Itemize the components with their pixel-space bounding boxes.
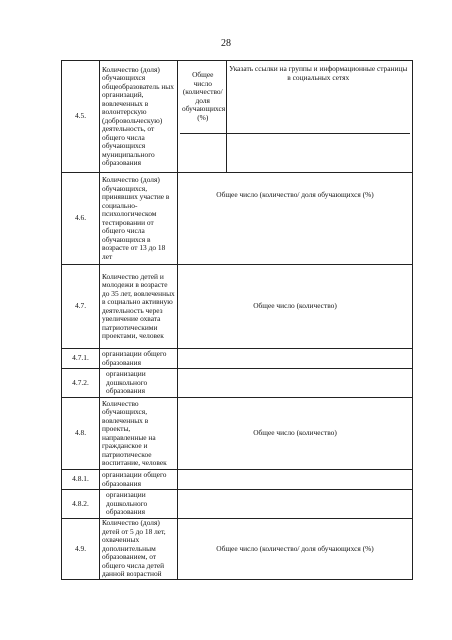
row-number: 4.8.2. <box>62 490 100 519</box>
row-value <box>178 349 413 369</box>
row-description: Количество (доля) обучающихся общеобразователь ных организаций, вовлеченных в волонтерскую (добровольческую) деятельность, от общего числа обучающихся муниципального образования <box>100 61 178 173</box>
inner-table-4-5 <box>180 61 410 172</box>
row-description: Количество (доля) детей от 5 до 18 лет, охваченных дополнительным образованием, от общего числа детей данной возрастной <box>100 519 178 580</box>
row-description: Количество (доля) обучающихся, принявших участие в социально-психологическом тестировании от общего числа обучающихся в возрасте от 13 до 18 лет <box>100 173 178 265</box>
row-value-cell <box>178 61 413 173</box>
row-number: 4.7.2. <box>62 369 100 398</box>
table-row-4-9 <box>62 519 413 580</box>
row-value: Общее число (количество/ доля обучающихся (%) <box>178 519 413 580</box>
row-description: организации общего образования <box>100 470 178 490</box>
table-row-4-7-2 <box>62 369 413 398</box>
table-row-4-8-2 <box>62 490 413 519</box>
page-number: 28 <box>221 38 231 49</box>
total-count-header: Общее число (количество/ доля обучающихся (%) <box>180 61 226 133</box>
row-value <box>178 470 413 490</box>
row-number: 4.8.1. <box>62 470 100 490</box>
row-description: организации общего образования <box>100 349 178 369</box>
row-value: Общее число (количество) <box>178 398 413 470</box>
social-links-header: Указать ссылки на группы и информационные страницы в социальных сетях <box>226 61 410 133</box>
row-number: 4.5. <box>62 61 100 173</box>
row-description: организации дошкольного образования <box>100 490 178 519</box>
row-number: 4.7. <box>62 265 100 349</box>
empty-cell <box>180 133 226 172</box>
row-value <box>178 490 413 519</box>
table-row-4-8-1 <box>62 470 413 490</box>
row-value: Общее число (количество/ доля обучающихся (%) <box>178 173 413 265</box>
table-row-4-7 <box>62 265 413 349</box>
row-value: Общее число (количество) <box>178 265 413 349</box>
row-number: 4.8. <box>62 398 100 470</box>
table-row-4-8 <box>62 398 413 470</box>
row-number: 4.7.1. <box>62 349 100 369</box>
row-value <box>178 369 413 398</box>
row-description: Количество обучающихся, вовлеченных в проекты, направленные на гражданское и патриотическое воспитание, человек <box>100 398 178 470</box>
row-number: 4.6. <box>62 173 100 265</box>
row-description: организации дошкольного образования <box>100 369 178 398</box>
empty-cell <box>226 133 410 172</box>
table-row-4-6 <box>62 173 413 265</box>
table-row-4-5 <box>62 61 413 173</box>
indicators-table <box>61 60 413 580</box>
row-number: 4.9. <box>62 519 100 580</box>
table-row-4-7-1 <box>62 349 413 369</box>
row-description: Количество детей и молодежи в возрасте до 35 лет, вовлеченных в социально активную деятельность через увеличение охвата патриотическими проектами, человек <box>100 265 178 349</box>
